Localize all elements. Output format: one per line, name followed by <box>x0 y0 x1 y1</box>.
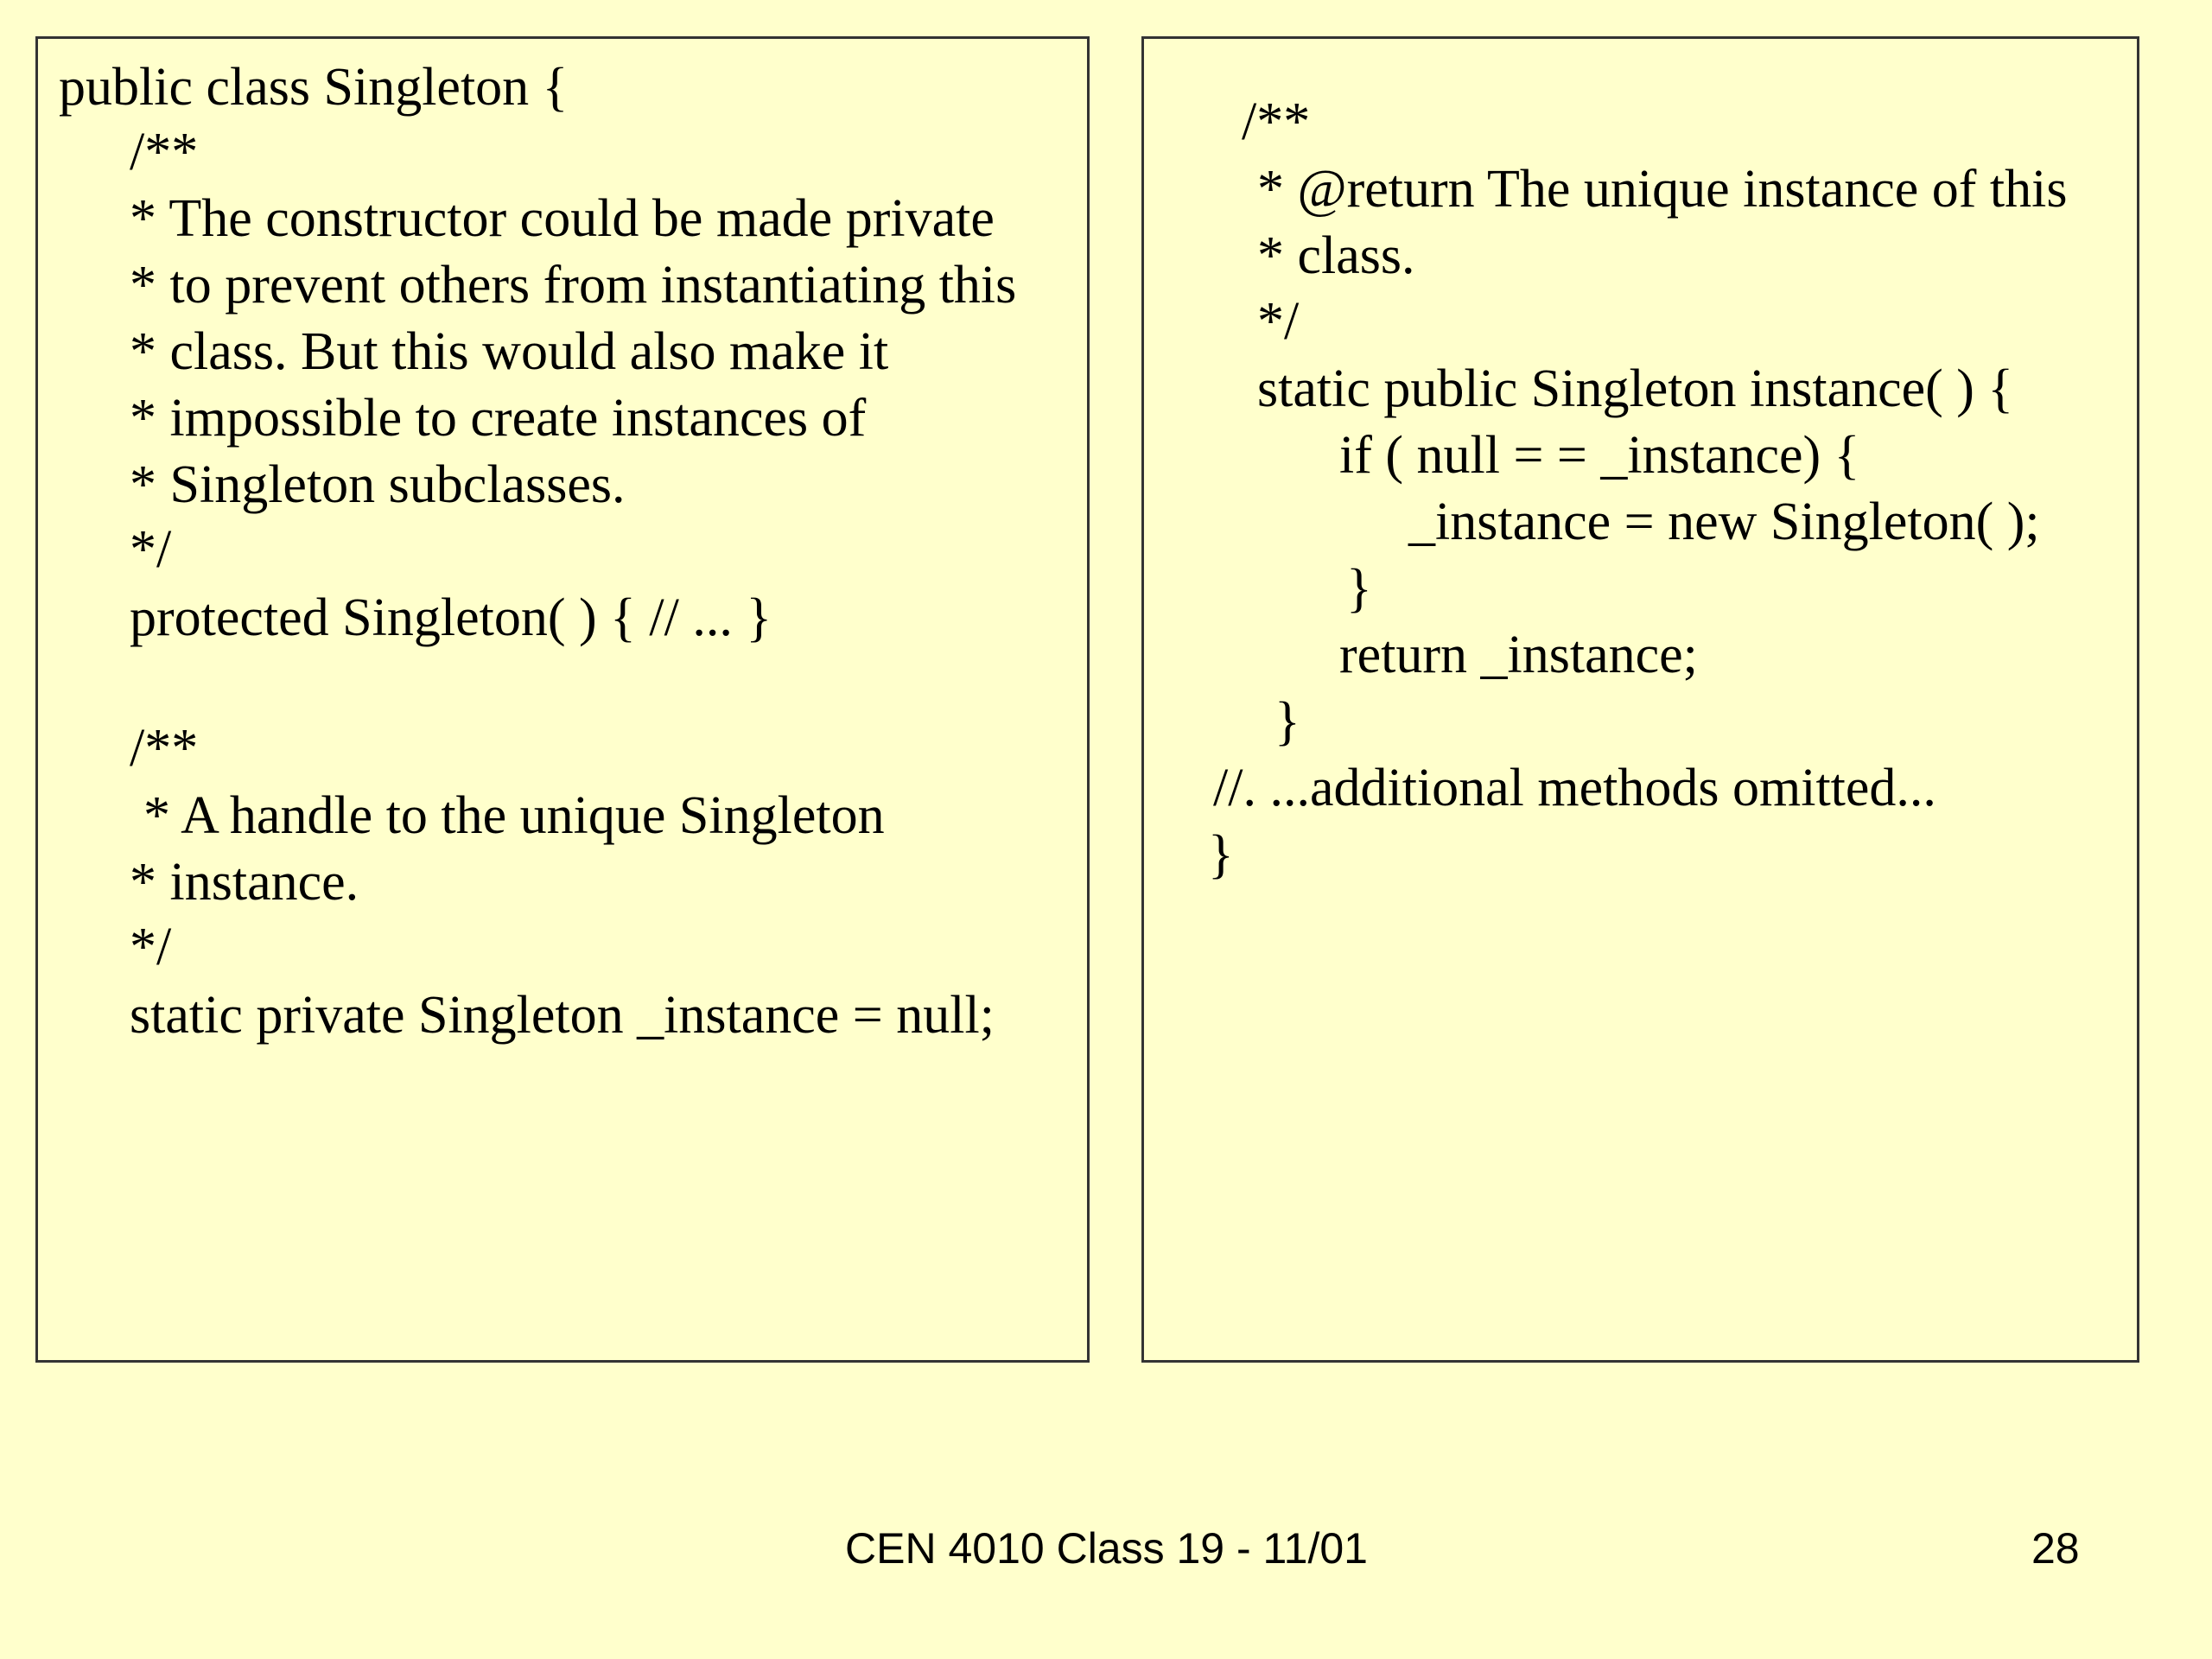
left-code-line: * to prevent others from instantiating this <box>130 256 1017 315</box>
left-code-line: /** <box>130 719 199 778</box>
left-code-line: * A handle to the unique Singleton <box>143 786 885 845</box>
right-code-line: /** <box>1242 92 1311 151</box>
left-code-line: * instance. <box>130 853 359 912</box>
right-code-line: * @return The unique instance of this <box>1257 160 2068 219</box>
left-code-line: static private Singleton _instance = null; <box>130 986 995 1045</box>
left-code-line: * class. But this would also make it <box>130 322 889 381</box>
left-code-line: * Singleton subclasses. <box>130 455 626 514</box>
right-code-line: if ( null = = _instance) { <box>1339 426 1860 485</box>
left-code-line: * The constructor could be made private <box>130 189 995 248</box>
left-code-line: */ <box>130 520 172 579</box>
left-code-line: /** <box>130 123 199 181</box>
right-code-line: //. ...additional methods omitted... <box>1213 759 1936 817</box>
left-code-line: protected Singleton( ) { // ... } <box>130 588 772 647</box>
slide-page-number: 28 <box>2031 1524 2080 1573</box>
left-code-line: * impossible to create instances of <box>130 389 867 448</box>
right-code-line: _instance = new Singleton( ); <box>1408 493 2040 551</box>
right-code-line: } <box>1346 559 1372 618</box>
right-code-line: } <box>1274 692 1300 751</box>
left-code-line: */ <box>130 918 172 976</box>
right-code-line: return _instance; <box>1339 626 1698 684</box>
right-code-line: static public Singleton instance( ) { <box>1257 359 2014 418</box>
right-code-line: */ <box>1257 292 1300 351</box>
slide-footer-title: CEN 4010 Class 19 - 11/01 <box>845 1524 1368 1573</box>
right-code-line: * class. <box>1257 226 1415 285</box>
left-code-line: public class Singleton { <box>59 58 569 117</box>
right-code-line: } <box>1208 825 1234 884</box>
